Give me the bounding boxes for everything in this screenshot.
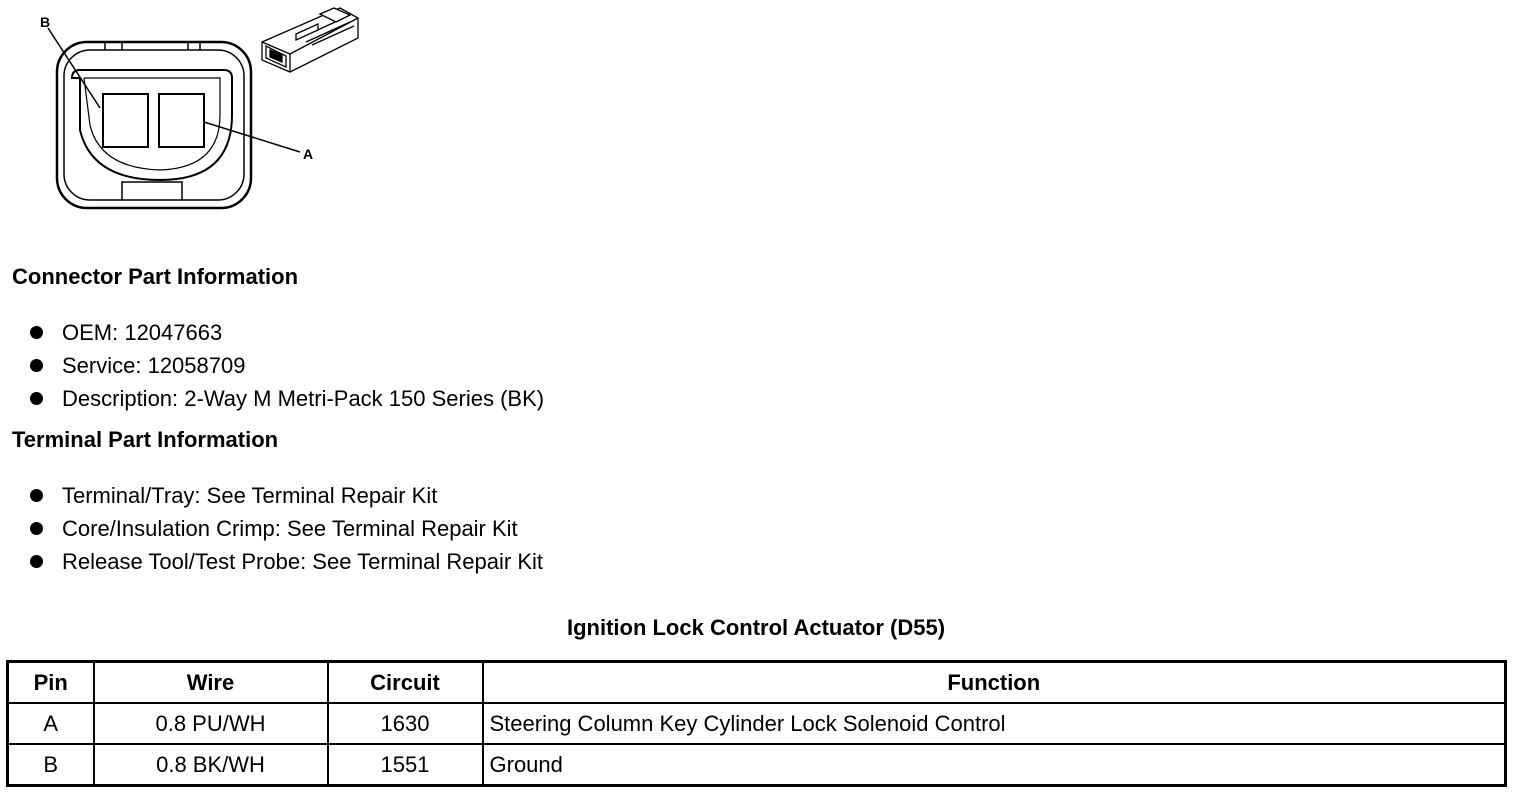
pin-label-b: B <box>40 14 51 30</box>
list-item <box>28 479 543 512</box>
list-item <box>28 316 544 349</box>
cell-function: Steering Column Key Cylinder Lock Solenoid Control <box>483 703 1506 744</box>
bullet-icon <box>30 555 43 568</box>
table-title: Ignition Lock Control Actuator (D55) <box>566 615 946 640</box>
bullet-icon <box>30 326 43 339</box>
column-header-function: Function <box>483 662 1506 704</box>
core-insulation-crimp: Core/Insulation Crimp: See Terminal Repair Kit <box>62 516 518 541</box>
release-tool-test-probe: Release Tool/Test Probe: See Terminal Repair Kit <box>62 549 543 574</box>
connector-description: Description: 2-Way M Metri-Pack 150 Series (BK) <box>62 386 545 411</box>
terminal-part-info-list <box>28 479 543 578</box>
terminal-part-info-heading: Terminal Part Information <box>12 427 279 452</box>
table-header-row <box>8 662 1506 704</box>
cell-pin: A <box>8 703 94 744</box>
connector-oem: OEM: 12047663 <box>62 320 223 345</box>
bullet-icon <box>30 522 43 535</box>
connector-service: Service: 12058709 <box>62 353 246 378</box>
connector-3d-view <box>262 8 358 72</box>
list-item <box>28 382 544 415</box>
connector-part-info-list <box>28 316 544 415</box>
table-row <box>8 744 1506 786</box>
column-header-wire: Wire <box>94 662 328 704</box>
terminal-cavity-a <box>159 94 204 147</box>
pin-label-a: A <box>303 146 314 162</box>
connector-part-info-heading: Connector Part Information <box>12 264 299 289</box>
list-item <box>28 545 543 578</box>
bullet-icon <box>30 392 43 405</box>
cell-circuit: 1630 <box>328 703 483 744</box>
cell-function: Ground <box>483 744 1506 786</box>
cell-wire: 0.8 PU/WH <box>94 703 328 744</box>
terminal-tray: Terminal/Tray: See Terminal Repair Kit <box>62 483 438 508</box>
column-header-circuit: Circuit <box>328 662 483 704</box>
pinout-table <box>6 660 1507 787</box>
list-item <box>28 349 544 382</box>
list-item <box>28 512 543 545</box>
bullet-icon <box>30 489 43 502</box>
connector-diagram <box>0 0 380 220</box>
terminal-cavity-b <box>103 94 148 147</box>
bullet-icon <box>30 359 43 372</box>
cell-circuit: 1551 <box>328 744 483 786</box>
table-row <box>8 703 1506 744</box>
cell-pin: B <box>8 744 94 786</box>
connector-housing-outer <box>57 42 251 208</box>
cell-wire: 0.8 BK/WH <box>94 744 328 786</box>
column-header-pin: Pin <box>8 662 94 704</box>
